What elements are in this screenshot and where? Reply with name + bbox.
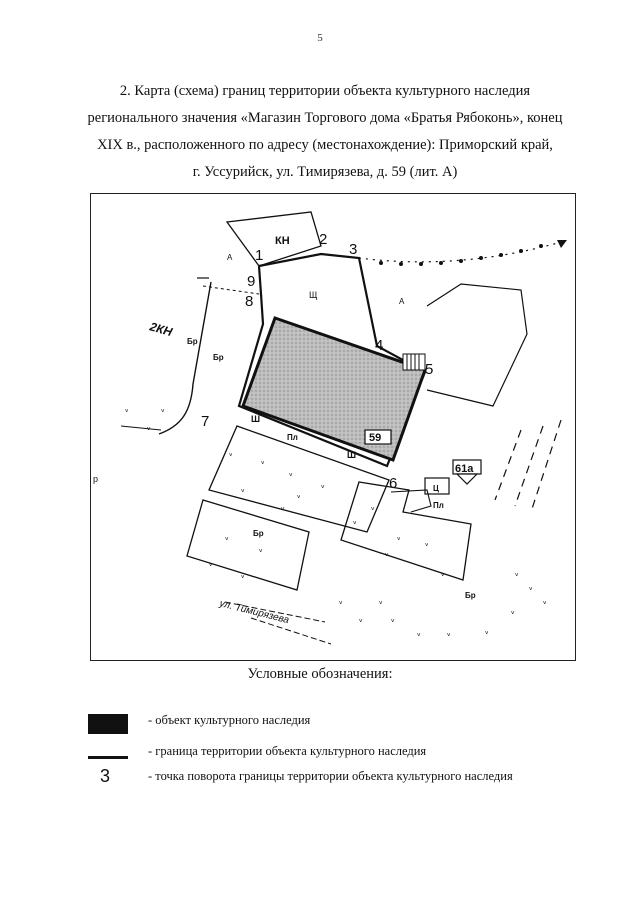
svg-text:ᵥ: ᵥ: [447, 629, 451, 639]
label-br-4: Бр: [465, 591, 476, 600]
svg-text:ᵥ: ᵥ: [241, 571, 245, 581]
heritage-object: [243, 318, 425, 460]
label-sh-1: Ш: [251, 414, 261, 424]
svg-text:ᵥ: ᵥ: [289, 469, 293, 479]
svg-text:ᵥ: ᵥ: [441, 569, 445, 579]
block-lower-left-2: [187, 500, 309, 590]
svg-text:ᵥ: ᵥ: [391, 615, 395, 625]
svg-text:ᵥ: ᵥ: [125, 405, 129, 415]
point-8: 8: [245, 293, 254, 310]
point-5: 5: [425, 361, 434, 378]
legend-swatch-boundary: [88, 756, 128, 759]
svg-text:ᵥ: ᵥ: [209, 559, 213, 569]
label-2kn: 2КН: [148, 319, 174, 340]
label-sh-2: Ш: [347, 450, 357, 460]
svg-text:ᵥ: ᵥ: [297, 491, 301, 501]
legend-swatch-heritage: [88, 714, 128, 734]
svg-text:ᵥ: ᵥ: [281, 503, 285, 513]
svg-text:ᵥ: ᵥ: [261, 457, 265, 467]
svg-text:ᵥ: ᵥ: [515, 569, 519, 579]
label-r: р: [93, 474, 99, 484]
point-4: 4: [375, 337, 384, 354]
stairs: [403, 354, 425, 370]
legend-title: Условные обозначения:: [247, 666, 393, 682]
svg-text:ᵥ: ᵥ: [259, 545, 263, 555]
legend-item-boundary: - граница территории объекта культурного наследия: [148, 744, 427, 758]
title-line: XIX в., расположенного по адресу (местонахождение): Приморский край,: [97, 137, 553, 153]
building-right: [427, 284, 527, 406]
legend-item-point: - точка поворота границы территории объекта культурного наследия: [148, 769, 513, 783]
svg-text:ᵥ: ᵥ: [321, 481, 325, 491]
label-pl-2: Пл: [433, 501, 444, 510]
svg-text:ᵥ: ᵥ: [371, 503, 375, 513]
title-line: регионального значения «Магазин Торгового дома «Братья Рябоконь», конец: [87, 110, 563, 126]
svg-text:ᵥ: ᵥ: [379, 597, 383, 607]
map-drawing: [91, 194, 576, 661]
svg-text:ᵥ: ᵥ: [229, 449, 233, 459]
svg-text:ᵥ: ᵥ: [543, 597, 547, 607]
svg-text:ᵥ: ᵥ: [385, 549, 389, 559]
house-59-badge: [365, 430, 391, 444]
house-61a-badge: [453, 460, 481, 484]
page-number: 5: [317, 32, 323, 44]
svg-text:ᵥ: ᵥ: [529, 583, 533, 593]
svg-text:ᵥ: ᵥ: [147, 423, 151, 433]
label-sch: Щ: [309, 290, 318, 300]
svg-text:ᵥ: ᵥ: [511, 607, 515, 617]
svg-text:ᵥ: ᵥ: [225, 533, 229, 543]
dashed-lines: [495, 420, 561, 512]
label-pl-1: Пл: [287, 433, 298, 442]
svg-text:ᵥ: ᵥ: [359, 615, 363, 625]
point-2: 2: [319, 231, 328, 248]
territory-map: [90, 193, 576, 661]
point-3: 3: [349, 241, 358, 258]
label-a-right: А: [399, 297, 405, 306]
svg-text:ᵥ: ᵥ: [241, 485, 245, 495]
label-a-left: А: [227, 253, 233, 262]
label-61a: 61а: [455, 463, 474, 475]
label-street: ул. Тимирязева: [218, 598, 291, 627]
svg-text:ᵥ: ᵥ: [485, 627, 489, 637]
document-title: [70, 78, 580, 186]
legend-item-heritage: - объект культурного наследия: [148, 713, 311, 727]
block-lower-middle: [341, 482, 471, 580]
svg-text:ᵥ: ᵥ: [425, 539, 429, 549]
kn-building: [227, 212, 321, 266]
svg-text:ᵥ: ᵥ: [339, 597, 343, 607]
label-br-3: Бр: [253, 529, 264, 538]
point-1: 1: [255, 247, 264, 264]
fence-line: [359, 240, 567, 266]
svg-text:ᵥ: ᵥ: [161, 405, 165, 415]
legend-swatch-point: 3: [100, 766, 111, 786]
title-line: г. Уссурийск, ул. Тимирязева, д. 59 (лит. А): [192, 164, 458, 180]
point-7: 7: [201, 413, 210, 430]
point-6: 6: [389, 475, 398, 492]
road-2kn: [159, 282, 211, 434]
label-br-2: Бр: [213, 353, 224, 362]
label-59: 59: [369, 432, 382, 444]
label-kn: КН: [275, 235, 290, 247]
label-ts: Ц: [433, 484, 439, 493]
point-9: 9: [247, 273, 256, 290]
title-line: 2. Карта (схема) границ территории объекта культурного наследия: [119, 83, 531, 99]
svg-text:ᵥ: ᵥ: [417, 629, 421, 639]
svg-text:ᵥ: ᵥ: [397, 533, 401, 543]
label-br-1: Бр: [187, 337, 198, 346]
svg-text:ᵥ: ᵥ: [353, 517, 357, 527]
